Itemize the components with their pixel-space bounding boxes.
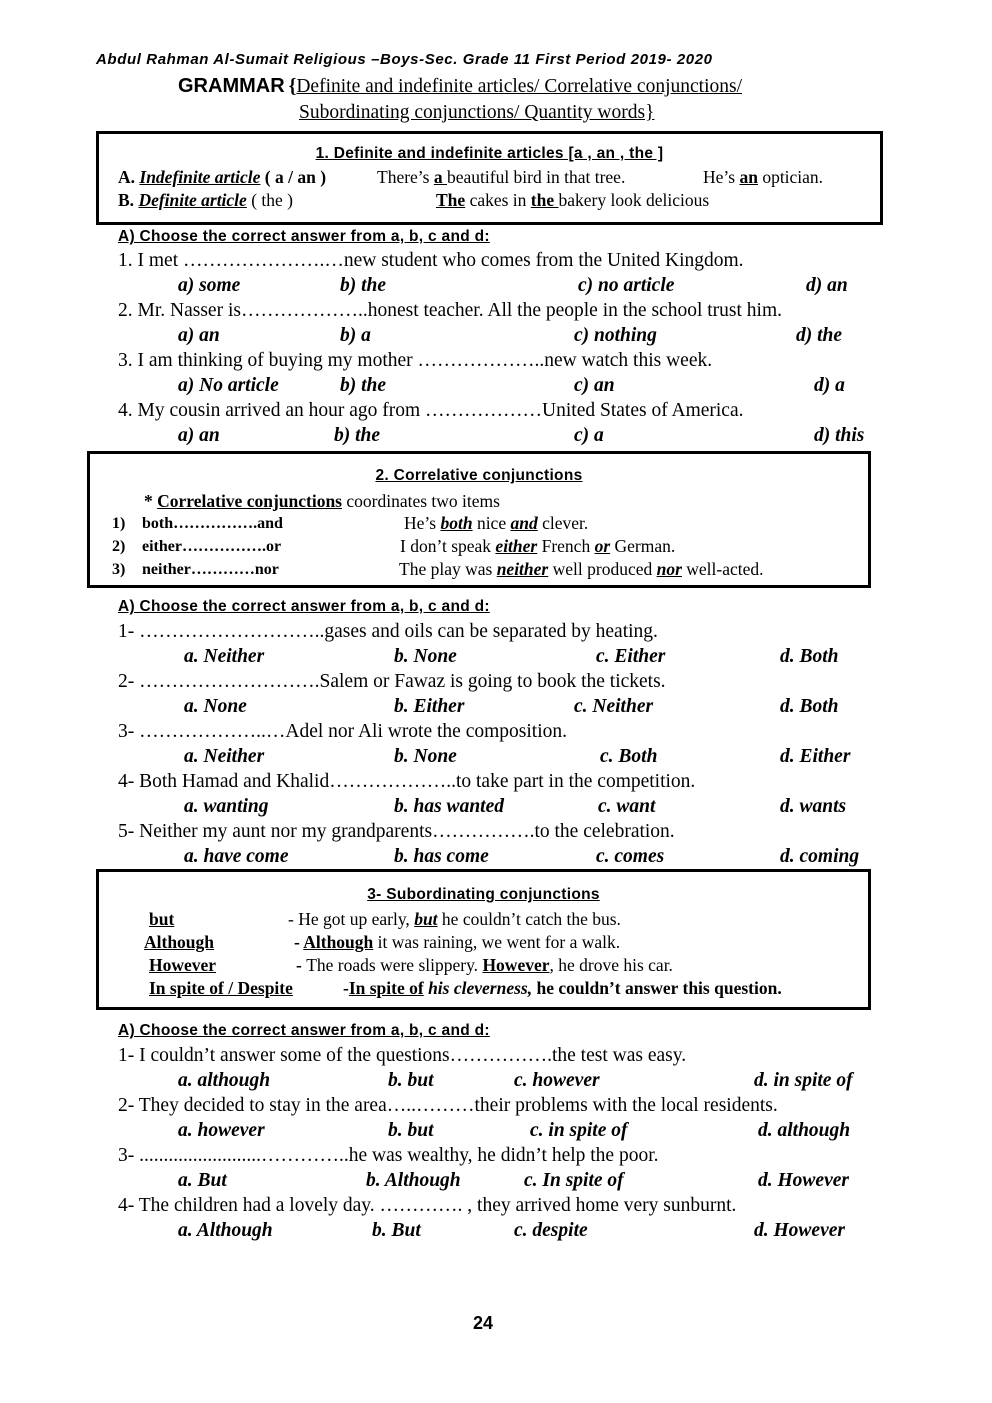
conjunction-pair: neither…………nor xyxy=(142,561,279,578)
conjunction-term: However xyxy=(149,955,217,975)
section3-instruction: A) Choose the correct answer from a, b, c and d: xyxy=(118,1022,490,1039)
option-a: a. But xyxy=(178,1170,227,1191)
indefinite-article-line xyxy=(118,167,326,188)
option-b: b. has wanted xyxy=(394,796,504,817)
page-number: 24 xyxy=(473,1313,494,1333)
option-b: b) the xyxy=(334,425,381,446)
row-number: 1) xyxy=(112,515,126,532)
conjunction-term: Although xyxy=(144,932,215,952)
option-b: b) the xyxy=(340,275,387,296)
school-header: Abdul Rahman Al-Sumait Religious –Boys-Sec. Grade 11 First Period 2019- 2020 xyxy=(96,51,713,68)
question-text: 3- .........................…………..he was wealthy, he didn’t help the poor. xyxy=(118,1145,659,1166)
subordinating-box xyxy=(96,869,871,1010)
option-c: c. however xyxy=(514,1070,600,1091)
option-b: b. has come xyxy=(394,846,489,867)
option-b: b. but xyxy=(388,1120,434,1141)
row-number: 2) xyxy=(112,538,126,555)
indefinite-forms: ( a / an ) xyxy=(260,167,327,187)
option-c: c. Both xyxy=(600,746,658,767)
option-c: c) an xyxy=(574,375,615,396)
subordinating-example: - Although it was raining, we went for a walk. xyxy=(294,932,621,952)
indefinite-article-term: Indefinite article xyxy=(139,167,261,187)
question-text: 1- ………………………..gases and oils can be separated by heating. xyxy=(118,621,658,642)
question-text: 2- They decided to stay in the area…..………their problems with the local residents. xyxy=(118,1095,778,1116)
subordinating-example: - He got up early, but he couldn’t catch the bus. xyxy=(288,909,621,929)
option-c: c) nothing xyxy=(574,325,657,346)
topics-line-1: Definite and indefinite articles/ Correlative conjunctions/ xyxy=(296,76,742,97)
option-a: a. Although xyxy=(178,1220,273,1241)
articles-box xyxy=(96,131,883,225)
section2-instruction: A) Choose the correct answer from a, b, c and d: xyxy=(118,598,490,615)
section1-instruction: A) Choose the correct answer from a, b, c and d: xyxy=(118,228,490,245)
option-c: c. Neither xyxy=(574,696,654,717)
question-text: 1. I met ………………….…new student who comes from the United Kingdom. xyxy=(118,250,744,271)
option-b: b) a xyxy=(340,325,371,346)
option-d: d) this xyxy=(814,425,865,446)
question-text: 1- I couldn’t answer some of the questions…………….the test was easy. xyxy=(118,1045,687,1066)
option-c: c. in spite of xyxy=(530,1120,628,1141)
option-d: d) a xyxy=(814,375,845,396)
conjunction-pair: either…………….or xyxy=(142,538,282,555)
correlative-example: I don’t speak either French or German. xyxy=(400,536,676,556)
option-c: c) no article xyxy=(578,275,675,296)
grammar-label: GRAMMAR xyxy=(178,75,285,97)
label-a: A. xyxy=(118,167,136,187)
question-text: 5- Neither my aunt nor my grandparents…………….to the celebration. xyxy=(118,821,675,842)
question-text: 2- ……………………….Salem or Fawaz is going to book the tickets. xyxy=(118,671,666,692)
option-d: d. However xyxy=(758,1170,849,1191)
question-text: 4. My cousin arrived an hour ago from ………………United States of America. xyxy=(118,400,744,421)
question-text: 4- The children had a lovely day. …………. , they arrived home very sunburnt. xyxy=(118,1195,737,1216)
option-c: c. despite xyxy=(514,1220,588,1241)
option-d: d. in spite of xyxy=(754,1070,853,1091)
indefinite-example-1: There’s a beautiful bird in that tree. xyxy=(377,167,626,187)
option-a: a. Neither xyxy=(184,746,265,767)
option-c: c. want xyxy=(598,796,656,817)
conjunction-term: In spite of / Despite xyxy=(149,978,293,998)
option-c: c. Either xyxy=(596,646,666,667)
option-b: b. but xyxy=(388,1070,434,1091)
option-a: a. have come xyxy=(184,846,289,867)
option-a: a. None xyxy=(184,696,247,717)
option-b: b) the xyxy=(340,375,387,396)
option-a: a. Neither xyxy=(184,646,265,667)
topics-line-2: Subordinating conjunctions/ Quantity words} xyxy=(299,102,655,123)
conjunction-pair: both…………….and xyxy=(142,515,283,532)
option-d: d. Both xyxy=(780,646,839,667)
option-d: d) the xyxy=(796,325,843,346)
option-b: b. But xyxy=(372,1220,421,1241)
option-a: a. however xyxy=(178,1120,265,1141)
option-c: c. comes xyxy=(596,846,665,867)
subordinating-example: -In spite of his cleverness, he couldn’t answer this question. xyxy=(343,978,782,998)
conjunction-term: but xyxy=(149,909,175,929)
option-b: b. None xyxy=(394,746,457,767)
correlative-example: The play was neither well produced nor well-acted. xyxy=(399,559,764,579)
question-text: 3- ………………..…Adel nor Ali wrote the composition. xyxy=(118,721,567,742)
open-brace: { xyxy=(288,76,297,97)
correlative-term: Correlative conjunctions xyxy=(157,491,342,511)
option-a: a) some xyxy=(178,275,241,296)
articles-box-title: 1. Definite and indefinite articles [a , an , the ] xyxy=(315,145,664,162)
option-c: c. In spite of xyxy=(524,1170,624,1191)
option-a: a. wanting xyxy=(184,796,269,817)
option-d: d. although xyxy=(758,1120,851,1141)
definite-forms: ( the ) xyxy=(246,190,293,210)
definite-article-term: Definite article xyxy=(138,190,247,210)
definite-example: The cakes in the bakery look delicious xyxy=(436,190,710,210)
option-b: b. Either xyxy=(394,696,465,717)
subordinating-box-title: 3- Subordinating conjunctions xyxy=(367,886,600,903)
indefinite-example-2: He’s an optician. xyxy=(703,167,824,187)
option-b: b. Although xyxy=(366,1170,461,1191)
correlative-intro: * Correlative conjunctions coordinates two items xyxy=(144,491,500,511)
option-d: d. wants xyxy=(780,796,847,817)
grammar-heading xyxy=(178,75,742,98)
question-text: 2. Mr. Nasser is………………..honest teacher. All the people in the school trust him. xyxy=(118,300,782,321)
question-text: 4- Both Hamad and Khalid………………..to take part in the competition. xyxy=(118,771,696,792)
option-d: d) an xyxy=(806,275,848,296)
option-a: a. although xyxy=(178,1070,271,1091)
option-c: c) a xyxy=(574,425,604,446)
option-d: d. However xyxy=(754,1220,845,1241)
correlative-example: He’s both nice and clever. xyxy=(404,513,589,533)
option-a: a) No article xyxy=(178,375,279,396)
definite-article-line xyxy=(118,190,293,211)
label-b: B. xyxy=(118,190,135,210)
option-d: d. Both xyxy=(780,696,839,717)
option-d: d. Either xyxy=(780,746,851,767)
option-d: d. coming xyxy=(780,846,860,867)
correlative-box-title: 2. Correlative conjunctions xyxy=(375,467,583,484)
option-b: b. None xyxy=(394,646,457,667)
option-a: a) an xyxy=(178,325,220,346)
row-number: 3) xyxy=(112,561,126,578)
option-a: a) an xyxy=(178,425,220,446)
correlative-box xyxy=(87,451,871,588)
subordinating-example: - The roads were slippery. However, he drove his car. xyxy=(296,955,673,975)
question-text: 3. I am thinking of buying my mother ………………..new watch this week. xyxy=(118,350,713,371)
